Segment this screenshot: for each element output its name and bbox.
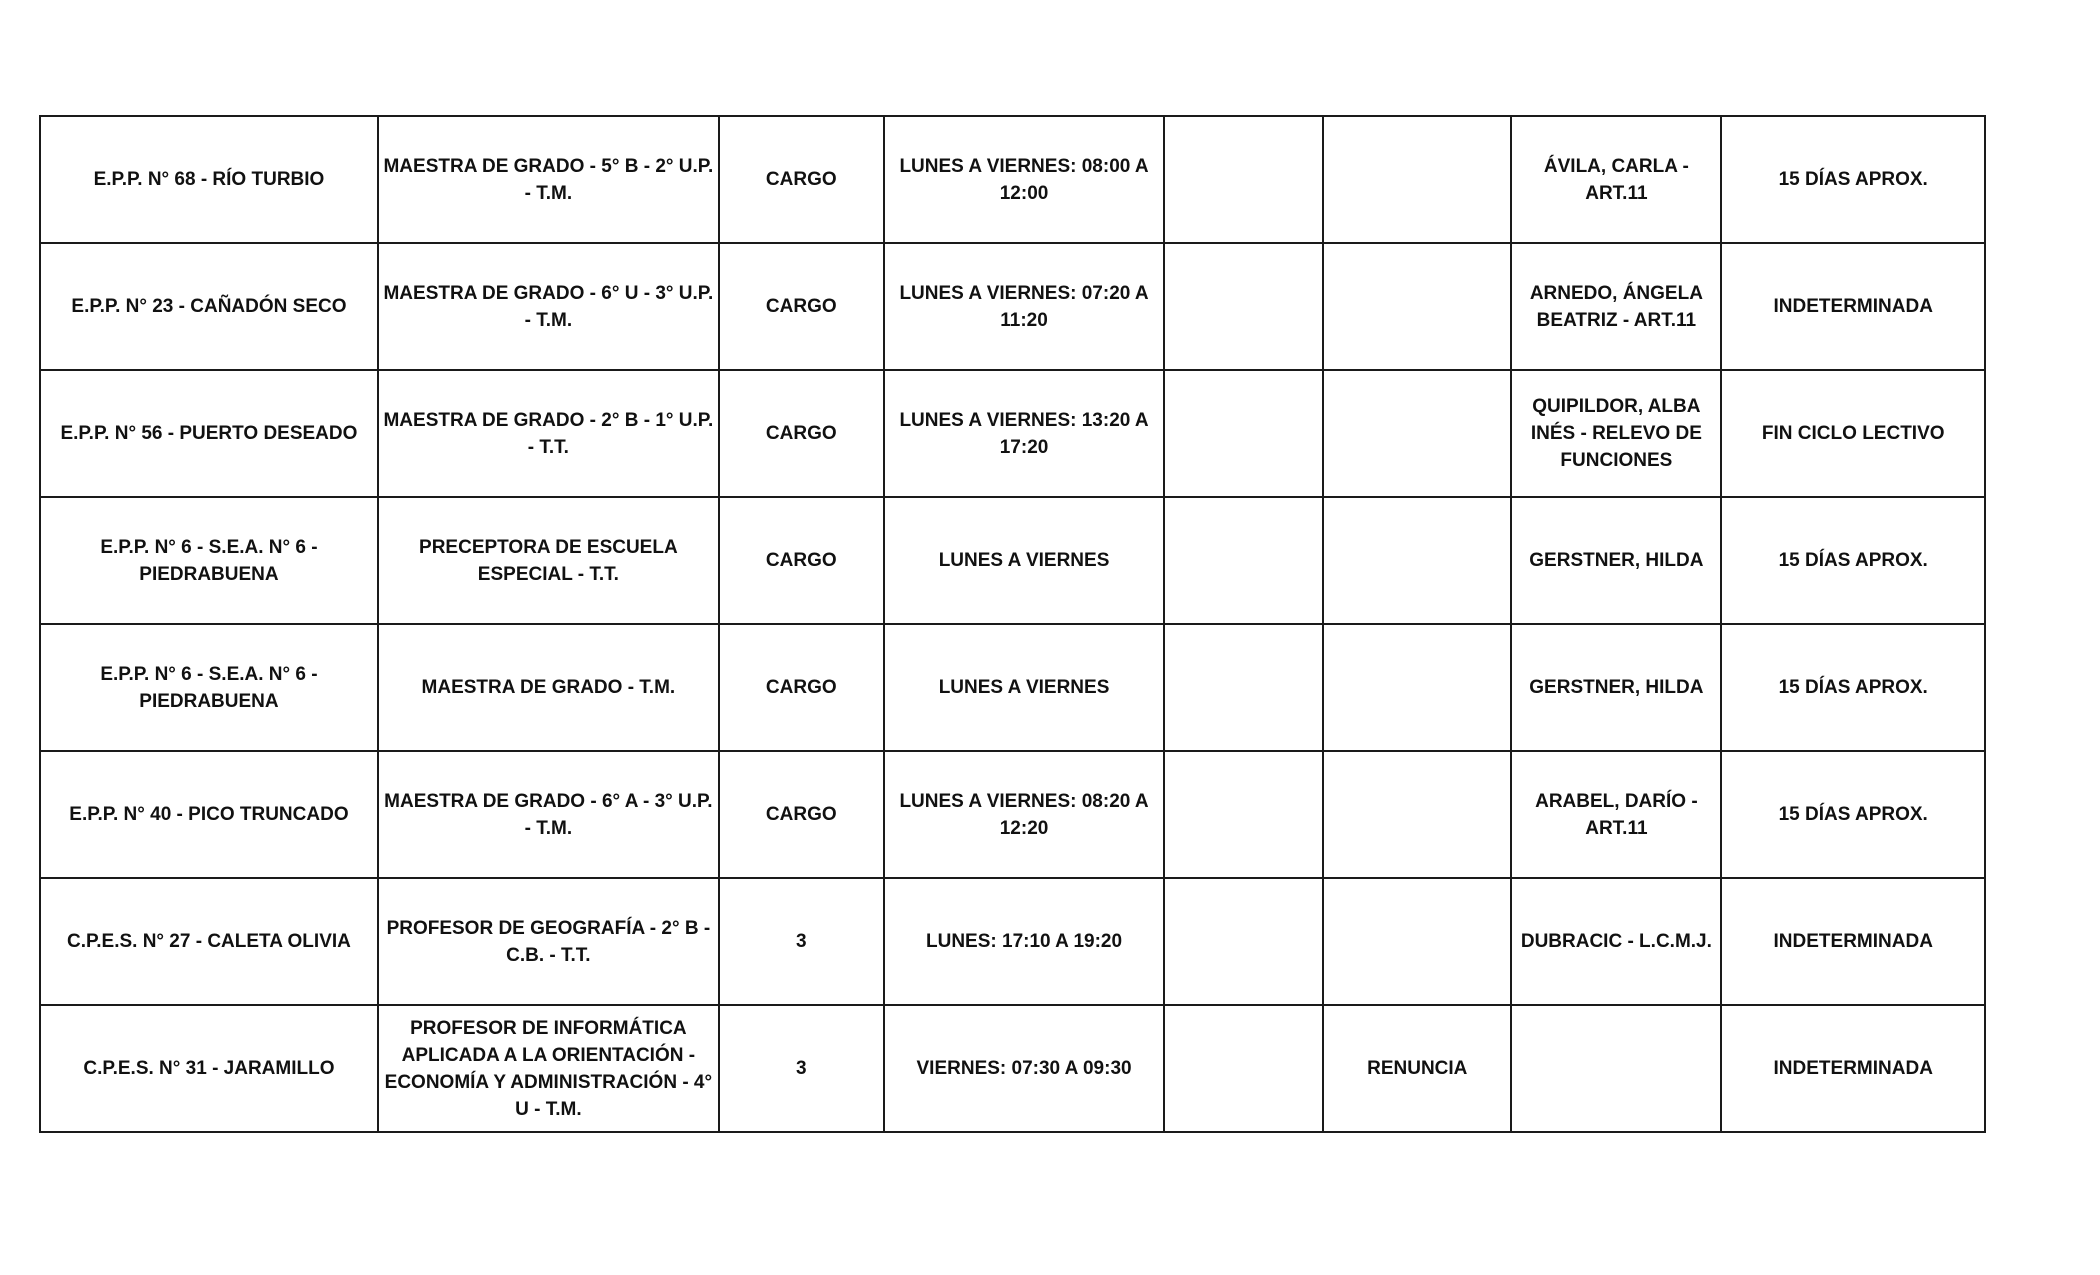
- cell-cargo: MAESTRA DE GRADO - 2° B - 1° U.P. - T.T.: [378, 370, 719, 497]
- cell-titular: ARABEL, DARÍO - ART.11: [1511, 751, 1721, 878]
- vacancies-table: [39, 115, 1986, 1133]
- cell-cargo: MAESTRA DE GRADO - 6° A - 3° U.P. - T.M.: [378, 751, 719, 878]
- cell-titular: [1511, 1005, 1721, 1132]
- cell-cargo: MAESTRA DE GRADO - 5° B - 2° U.P. - T.M.: [378, 116, 719, 243]
- cell-duracion: INDETERMINADA: [1721, 878, 1985, 1005]
- cell-tipo: CARGO: [719, 116, 884, 243]
- cell-escuela: E.P.P. N° 6 - S.E.A. N° 6 - PIEDRABUENA: [40, 624, 378, 751]
- cell-duracion: 15 DÍAS APROX.: [1721, 751, 1985, 878]
- cell-motivo: RENUNCIA: [1323, 1005, 1511, 1132]
- table-row: [40, 370, 1985, 497]
- cell-duracion: INDETERMINADA: [1721, 243, 1985, 370]
- cell-horario: LUNES A VIERNES: 13:20 A 17:20: [884, 370, 1165, 497]
- table-body: [40, 116, 1985, 1132]
- table-row: [40, 497, 1985, 624]
- cell-escuela: E.P.P. N° 6 - S.E.A. N° 6 - PIEDRABUENA: [40, 497, 378, 624]
- cell-titular: GERSTNER, HILDA: [1511, 624, 1721, 751]
- cell-motivo: [1323, 370, 1511, 497]
- cell-horario: LUNES A VIERNES: 08:20 A 12:20: [884, 751, 1165, 878]
- cell-cargo: PROFESOR DE GEOGRAFÍA - 2° B - C.B. - T.T.: [378, 878, 719, 1005]
- cell-tipo: CARGO: [719, 370, 884, 497]
- table-row: [40, 878, 1985, 1005]
- cell-titular: ARNEDO, ÁNGELA BEATRIZ - ART.11: [1511, 243, 1721, 370]
- cell-horario: LUNES A VIERNES: 08:00 A 12:00: [884, 116, 1165, 243]
- table-row: [40, 116, 1985, 243]
- cell-horario: LUNES A VIERNES: [884, 624, 1165, 751]
- cell-titular: ÁVILA, CARLA - ART.11: [1511, 116, 1721, 243]
- table-row: [40, 243, 1985, 370]
- cell-tipo: CARGO: [719, 624, 884, 751]
- cell-titular: GERSTNER, HILDA: [1511, 497, 1721, 624]
- cell-tipo: CARGO: [719, 497, 884, 624]
- cell-tipo: CARGO: [719, 243, 884, 370]
- cell-cargo: MAESTRA DE GRADO - 6° U - 3° U.P. - T.M.: [378, 243, 719, 370]
- cell-cargo: PROFESOR DE INFORMÁTICA APLICADA A LA ORIENTACIÓN - ECONOMÍA Y ADMINISTRACIÓN - 4° U - T.M.: [378, 1005, 719, 1132]
- cell-col5: [1164, 116, 1323, 243]
- cell-duracion: FIN CICLO LECTIVO: [1721, 370, 1985, 497]
- cell-col5: [1164, 1005, 1323, 1132]
- cell-col5: [1164, 243, 1323, 370]
- cell-horario: VIERNES: 07:30 A 09:30: [884, 1005, 1165, 1132]
- cell-motivo: [1323, 878, 1511, 1005]
- table-row: [40, 624, 1985, 751]
- cell-cargo: MAESTRA DE GRADO - T.M.: [378, 624, 719, 751]
- cell-duracion: INDETERMINADA: [1721, 1005, 1985, 1132]
- cell-horario: LUNES A VIERNES: 07:20 A 11:20: [884, 243, 1165, 370]
- cell-escuela: E.P.P. N° 56 - PUERTO DESEADO: [40, 370, 378, 497]
- cell-col5: [1164, 624, 1323, 751]
- cell-duracion: 15 DÍAS APROX.: [1721, 116, 1985, 243]
- cell-col5: [1164, 370, 1323, 497]
- cell-motivo: [1323, 116, 1511, 243]
- cell-titular: DUBRACIC - L.C.M.J.: [1511, 878, 1721, 1005]
- cell-duracion: 15 DÍAS APROX.: [1721, 624, 1985, 751]
- cell-horario: LUNES A VIERNES: [884, 497, 1165, 624]
- cell-escuela: C.P.E.S. N° 31 - JARAMILLO: [40, 1005, 378, 1132]
- table-row: [40, 1005, 1985, 1132]
- cell-motivo: [1323, 751, 1511, 878]
- cell-escuela: E.P.P. N° 40 - PICO TRUNCADO: [40, 751, 378, 878]
- cell-tipo: 3: [719, 878, 884, 1005]
- cell-col5: [1164, 497, 1323, 624]
- cell-cargo: PRECEPTORA DE ESCUELA ESPECIAL - T.T.: [378, 497, 719, 624]
- cell-titular: QUIPILDOR, ALBA INÉS - RELEVO DE FUNCIONES: [1511, 370, 1721, 497]
- cell-duracion: 15 DÍAS APROX.: [1721, 497, 1985, 624]
- cell-escuela: E.P.P. N° 23 - CAÑADÓN SECO: [40, 243, 378, 370]
- cell-tipo: 3: [719, 1005, 884, 1132]
- table-row: [40, 751, 1985, 878]
- cell-motivo: [1323, 497, 1511, 624]
- cell-horario: LUNES: 17:10 A 19:20: [884, 878, 1165, 1005]
- cell-col5: [1164, 751, 1323, 878]
- cell-tipo: CARGO: [719, 751, 884, 878]
- cell-escuela: C.P.E.S. N° 27 - CALETA OLIVIA: [40, 878, 378, 1005]
- cell-motivo: [1323, 243, 1511, 370]
- cell-col5: [1164, 878, 1323, 1005]
- cell-motivo: [1323, 624, 1511, 751]
- cell-escuela: E.P.P. N° 68 - RÍO TURBIO: [40, 116, 378, 243]
